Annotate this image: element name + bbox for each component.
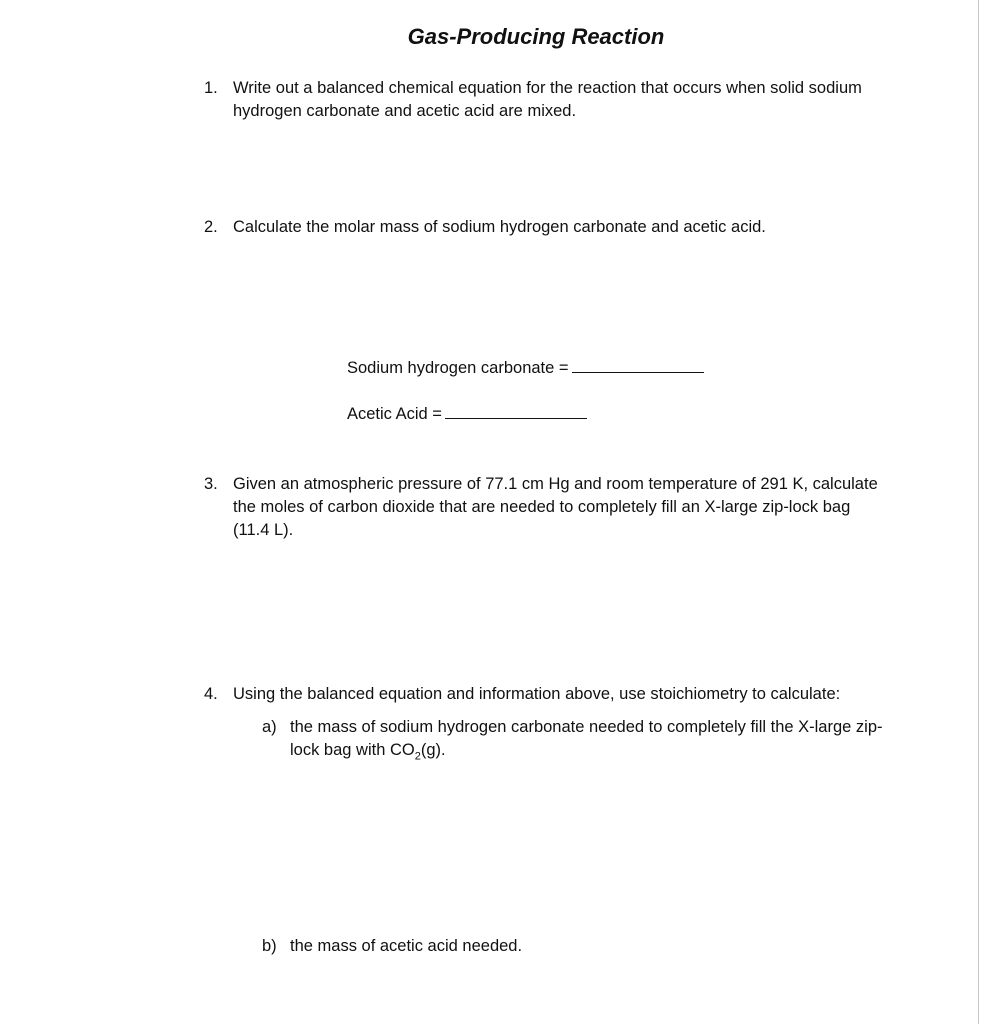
question-2-text: Calculate the molar mass of sodium hydrogen carbonate and acetic acid.: [233, 218, 766, 236]
acetic-molar-mass-label: Acetic Acid =: [347, 405, 442, 423]
question-4-number: 4.: [204, 685, 218, 703]
question-4a-text-end: (g).: [420, 741, 446, 759]
sodium-molar-mass-label: Sodium hydrogen carbonate =: [347, 359, 569, 377]
question-1-text: Write out a balanced chemical equation for the reaction that occurs when solid sodium hydrogen carbonate and acetic acid are mixed.: [233, 79, 862, 120]
acetic-molar-mass-field: [347, 402, 587, 426]
question-4a-label: a): [262, 718, 277, 736]
page-title: Gas-Producing Reaction: [407, 24, 665, 49]
question-3-number: 3.: [204, 475, 218, 493]
question-4a-text: [290, 716, 900, 762]
sodium-molar-mass-field: [347, 356, 704, 380]
question-4b-label: b): [262, 937, 277, 955]
question-4a-subscript: 2: [414, 750, 421, 763]
question-3-text: Given an atmospheric pressure of 77.1 cm Hg and room temperature of 291 K, calculate the moles of carbon dioxide that are needed to completely fill an X-large zip-lock bag (11.4 L).: [233, 475, 878, 539]
question-4a-text-main: the mass of sodium hydrogen carbonate needed to completely fill the X-large zip-lock bag with CO: [290, 718, 883, 759]
acetic-molar-mass-blank[interactable]: [445, 402, 587, 419]
question-1-number: 1.: [204, 79, 218, 97]
question-2-number: 2.: [204, 218, 218, 236]
page-edge: [978, 0, 979, 1024]
sodium-molar-mass-blank[interactable]: [572, 356, 704, 373]
question-4b-text: the mass of acetic acid needed.: [290, 937, 523, 955]
question-4-text: Using the balanced equation and information above, use stoichiometry to calculate:: [233, 685, 841, 703]
